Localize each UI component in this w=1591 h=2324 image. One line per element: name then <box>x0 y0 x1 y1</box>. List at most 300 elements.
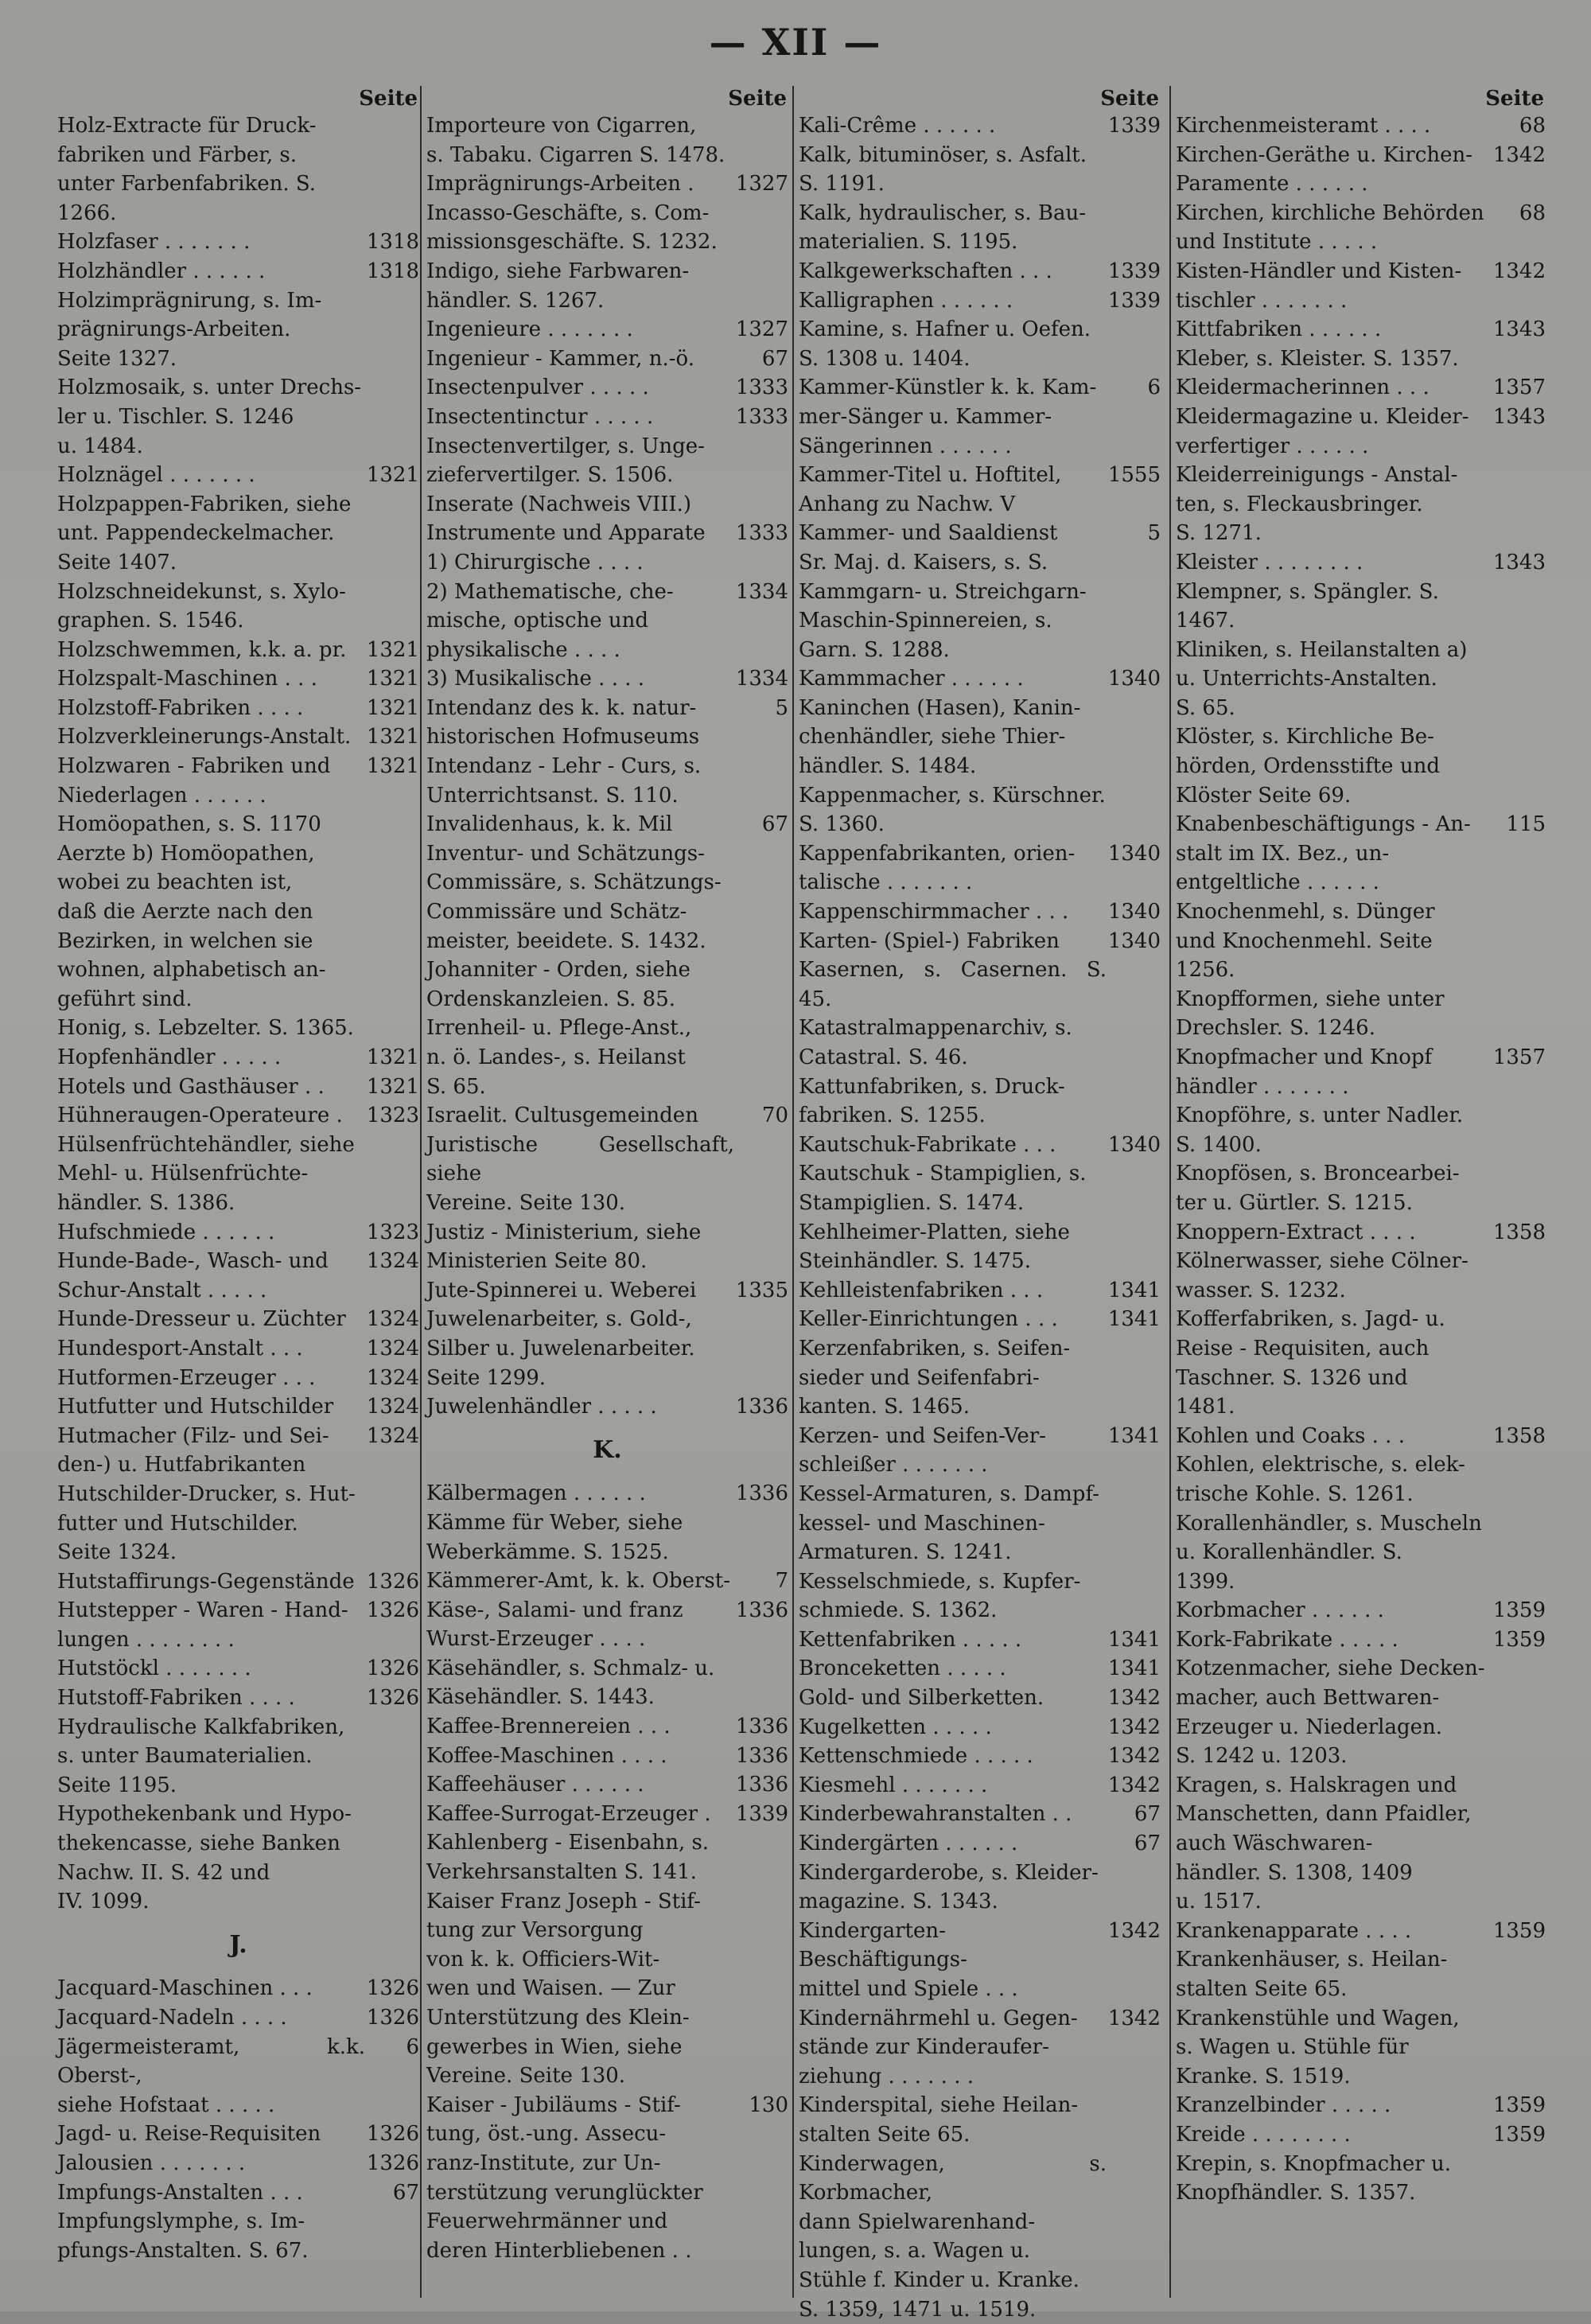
entry-page-ref: 1323 <box>366 1220 419 1244</box>
index-entry <box>57 1334 419 1364</box>
index-entry <box>799 1829 1161 1859</box>
index-entry <box>57 1218 419 1248</box>
entry-page-ref: 67 <box>1134 1802 1161 1827</box>
index-entry <box>1176 578 1546 636</box>
index-entry <box>799 141 1161 199</box>
entry-page-ref: 1326 <box>366 1656 419 1681</box>
entry-page-ref: 1336 <box>735 1481 788 1506</box>
entry-page-ref: 1336 <box>735 1715 788 1739</box>
index-entry <box>1176 257 1546 315</box>
entry-page-ref: 1324 <box>366 1423 419 1448</box>
entry-page-ref: 1359 <box>1492 2122 1546 2147</box>
index-entry <box>799 373 1161 461</box>
entry-text: Kettenschmiede . . . . . <box>799 1744 1033 1769</box>
entry-text: Kleber, s. Kleister. S. 1357. <box>1176 346 1459 371</box>
entry-page-ref: 6 <box>406 2034 419 2059</box>
index-column-2 <box>426 89 788 2293</box>
entry-text: Honig, s. Lebzelter. S. 1365. <box>57 1016 354 1041</box>
index-entry <box>1176 636 1546 723</box>
entry-text: Intendanz des k. k. natur- historischen Hofmuseums <box>426 695 700 749</box>
index-entry <box>426 315 788 345</box>
entry-text: Kalk, bituminöser, s. Asfalt. S. 1191. <box>799 142 1087 197</box>
entry-page-ref: 1326 <box>366 1686 419 1711</box>
entry-text: Krankenapparate . . . . <box>1176 1918 1412 1943</box>
entry-text: Impfungs-Anstalten . . . <box>57 2180 303 2205</box>
index-entry <box>426 432 788 490</box>
entry-text: Kämmerer-Amt, k. k. Oberst- <box>426 1569 730 1594</box>
index-entry <box>799 1334 1161 1422</box>
entry-page-ref: 1342 <box>1107 1715 1161 1739</box>
index-entry <box>57 578 419 636</box>
page-column-header: Seite <box>728 87 787 111</box>
entry-page-ref: 1321 <box>366 667 419 691</box>
entry-page-ref: 1321 <box>366 695 419 720</box>
entry-text: Kliniken, s. Heilanstalten a) u. Unterrichts-Anstalten. S. 65. <box>1176 637 1468 720</box>
entry-page-ref: 1336 <box>735 1773 788 1797</box>
index-entry <box>799 1159 1161 1217</box>
entry-text: Kindergarderobe, s. Kleider- magazine. S. 1343. <box>799 1860 1099 1914</box>
entry-text: Hutmacher (Filz- und Sei- den-) u. Hutfabrikanten <box>57 1423 329 1477</box>
index-entry <box>799 1917 1161 2004</box>
entry-page-ref: 1359 <box>1492 1627 1546 1652</box>
entry-text: Jacquard-Nadeln . . . . <box>57 2006 287 2030</box>
entry-text: Holzhändler . . . . . . <box>57 259 266 283</box>
index-entry <box>799 578 1161 665</box>
entry-text: Kragen, s. Halskragen und Manschetten, dann Pfaidler, auch Wäschwaren- händler. S. 1308, 1409 u. 1517. <box>1176 1773 1472 1914</box>
index-entry <box>1176 1917 1546 1946</box>
entry-text: Kappenschirmmacher . . . <box>799 900 1069 925</box>
index-entry <box>426 810 788 839</box>
index-entry <box>57 1072 419 1102</box>
entry-page-ref: 1341 <box>1107 1307 1161 1332</box>
entry-page-ref: 1336 <box>735 1598 788 1622</box>
entry-text: Kahlenberg - Eisenbahn, s. Verkehrsanstalten S. 141. <box>426 1831 710 1885</box>
index-entry <box>426 956 788 1014</box>
entry-page-ref: 67 <box>761 812 788 837</box>
entry-text: Kessel-Armaturen, s. Dampf- kessel- und Maschinen- Armaturen. S. 1241. <box>799 1481 1099 1565</box>
entry-page-ref: 1333 <box>735 521 788 546</box>
entry-text: Karten- (Spiel-) Fabriken <box>799 928 1060 953</box>
index-entry <box>1176 2120 1546 2150</box>
index-entry <box>799 519 1161 577</box>
entry-page-ref: 1324 <box>366 1395 419 1419</box>
entry-text: Kleiderreinigungs - Anstal- ten, s. Fleckausbringer. S. 1271. <box>1176 463 1458 546</box>
entry-text: Kalkgewerkschaften . . . <box>799 259 1052 283</box>
entry-text: Kehlleistenfabriken . . . <box>799 1278 1044 1302</box>
entry-text: Koffee-Maschinen . . . . <box>426 1743 667 1768</box>
entry-page-ref: 130 <box>749 2092 788 2117</box>
index-entry <box>426 1800 788 1829</box>
entry-text: Hunde-Bade-, Wasch- und Schur-Anstalt . . . . . <box>57 1249 329 1302</box>
entry-page-ref: 1359 <box>1492 2093 1546 2118</box>
index-entry <box>426 1887 788 2091</box>
entry-text: Kappenmacher, s. Kürschner. S. 1360. <box>799 783 1106 837</box>
index-entry <box>799 1625 1161 1655</box>
entry-text: Korallenhändler, s. Muscheln u. Korallenhändler. S. 1399. <box>1176 1511 1482 1594</box>
entry-page-ref: 1340 <box>1107 1132 1161 1157</box>
entry-text: Kittfabriken . . . . . . <box>1176 317 1382 342</box>
entry-page-ref: 1358 <box>1492 1423 1546 1448</box>
index-entry <box>799 664 1161 694</box>
index-entry <box>426 2091 788 2266</box>
entry-page-ref: 115 <box>1506 812 1546 837</box>
index-entry <box>426 1770 788 1800</box>
index-entry <box>426 1014 788 1101</box>
index-entry <box>426 403 788 432</box>
index-entry <box>1176 985 1546 1043</box>
entry-text: Kugelketten . . . . . <box>799 1715 992 1739</box>
entry-page-ref: 1334 <box>735 579 788 604</box>
entry-text: Kindernährmehl u. Gegen- stände zur Kinderaufer- ziehung . . . . . . . <box>799 2006 1078 2088</box>
index-entry <box>57 2207 419 2265</box>
entry-page-ref: 1333 <box>735 404 788 429</box>
entry-text: Jagd- u. Reise-Requisiten <box>57 2122 321 2147</box>
index-entry <box>799 2004 1161 2092</box>
index-entry <box>1176 1771 1546 1917</box>
entry-text: Hülsenfrüchtehändler, siehe Mehl- u. Hülsenfrüchte- händler. S. 1386. <box>57 1132 355 1215</box>
entry-page-ref: 1324 <box>366 1365 419 1390</box>
index-entry <box>1176 1422 1546 1451</box>
entry-text: Hundesport-Anstalt . . . <box>57 1336 303 1361</box>
entry-text: Hutfutter und Hutschilder <box>57 1395 334 1419</box>
entry-page-ref: 67 <box>392 2180 419 2205</box>
entry-page-ref: 1342 <box>1107 1744 1161 1769</box>
entry-text: Knoppern-Extract . . . . <box>1176 1220 1416 1244</box>
entry-page-ref: 1318 <box>366 259 419 283</box>
index-entry <box>57 2033 419 2120</box>
index-entry <box>426 1392 788 1422</box>
section-letter: J. <box>229 1930 247 1959</box>
entry-text: Kaffeehäuser . . . . . . <box>426 1773 644 1797</box>
entry-page-ref: 1321 <box>366 1074 419 1099</box>
entry-page-ref: 5 <box>775 695 788 720</box>
page-column-header: Seite <box>1485 87 1544 111</box>
index-entry <box>1176 2091 1546 2120</box>
index-entry <box>426 519 788 577</box>
entry-text: Krepin, s. Knopfmacher u. Knopfhändler. S. 1357. <box>1176 2151 1451 2205</box>
entry-text: Kirchenmeisteramt . . . . <box>1176 114 1431 138</box>
entry-text: Kammer-Künstler k. k. Kam- mer-Sänger u. Kammer- Sängerinnen . . . . . . <box>799 376 1097 458</box>
index-entry <box>799 2150 1161 2324</box>
index-entry <box>799 315 1161 373</box>
column-rule <box>792 86 794 2298</box>
index-entry <box>1176 1043 1546 1101</box>
entry-text: Kaninchen (Hasen), Kanin- chenhändler, siehe Thier- händler. S. 1484. <box>799 695 1081 779</box>
entry-page-ref: 1318 <box>366 230 419 255</box>
entry-page-ref: 1339 <box>1107 259 1161 283</box>
entry-text: Jalousien . . . . . . . <box>57 2151 246 2175</box>
index-entry <box>799 1305 1161 1334</box>
entry-text: Hutschilder-Drucker, s. Hut- futter und Hutschilder. Seite 1324. <box>57 1481 356 1565</box>
entry-text: Jägermeisteramt, k.k. Oberst-, siehe Hofstaat . . . . . <box>57 2034 365 2117</box>
index-entry <box>426 490 788 520</box>
entry-page-ref: 1357 <box>1492 376 1546 400</box>
entry-text: Knabenbeschäftigungs - An- stalt im IX. Bez., un- entgeltliche . . . . . . <box>1176 812 1471 895</box>
index-entry <box>57 636 419 665</box>
entry-page-ref: 1324 <box>366 1336 419 1361</box>
index-entry <box>57 1364 419 1393</box>
index-entry <box>799 839 1161 897</box>
entry-page-ref: 1321 <box>366 637 419 662</box>
index-entry <box>426 111 788 169</box>
index-entry <box>57 257 419 286</box>
entry-text: Knopfösen, s. Broncearbei- ter u. Gürtler. S. 1215. <box>1176 1162 1460 1215</box>
index-entry <box>1176 373 1546 403</box>
entry-page-ref: 1340 <box>1107 928 1161 953</box>
entry-text: Holzschneidekunst, s. Xylo- graphen. S. 1546. <box>57 579 346 633</box>
index-entry <box>1176 2150 1546 2208</box>
entry-text: Instrumente und Apparate 1) Chirurgische . . . . <box>426 521 706 574</box>
entry-text: Krankenhäuser, s. Heilan- stalten Seite 65. <box>1176 1948 1448 2001</box>
entry-text: Hopfenhändler . . . . . <box>57 1045 282 1069</box>
entry-text: Ingenieure . . . . . . . <box>426 317 633 342</box>
entry-text: Israelit. Cultusgemeinden <box>426 1104 698 1128</box>
index-entry <box>57 1713 419 1800</box>
index-column-3 <box>799 87 1161 2322</box>
index-entry <box>1176 403 1546 461</box>
index-entry <box>57 1392 419 1422</box>
index-entry <box>57 1684 419 1713</box>
index-entry <box>426 1479 788 1508</box>
entry-text: Kreide . . . . . . . . <box>1176 2122 1351 2147</box>
entry-text: Indigo, siehe Farbwaren- händler. S. 1267. <box>426 259 690 313</box>
entry-text: Invalidenhaus, k. k. Mil <box>426 812 673 837</box>
entry-text: Holznägel . . . . . . . <box>57 463 255 488</box>
index-entry <box>57 1247 419 1305</box>
index-entry <box>57 1014 419 1043</box>
entry-text: Juwelenhändler . . . . . <box>426 1395 657 1419</box>
entry-page-ref: 1555 <box>1107 463 1161 488</box>
entry-text: Impfungslymphe, s. Im- pfungs-Anstalten. S. 67. <box>57 2209 309 2263</box>
index-entry <box>57 490 419 578</box>
entry-page-ref: 1323 <box>366 1104 419 1128</box>
index-entry <box>799 111 1161 141</box>
entry-page-ref: 1341 <box>1107 1423 1161 1448</box>
index-entry <box>57 461 419 490</box>
entry-text: Incasso-Geschäfte, s. Com- missionsgeschäfte. S. 1232. <box>426 200 718 255</box>
index-entry <box>426 1276 788 1306</box>
entry-page-ref: 1358 <box>1492 1220 1546 1244</box>
entry-text: Kleister . . . . . . . . <box>1176 550 1363 574</box>
entry-text: Kirchen, kirchliche Behörden und Institute . . . . . <box>1176 200 1484 255</box>
entry-page-ref: 1342 <box>1492 259 1546 283</box>
entry-text: Kaffee-Brennereien . . . <box>426 1715 671 1739</box>
entry-page-ref: 1326 <box>366 1598 419 1623</box>
index-entry <box>57 722 419 752</box>
entry-text: Krankenstühle und Wagen, s. Wagen u. Stühle für Kranke. S. 1519. <box>1176 2006 1460 2088</box>
index-entry <box>57 1305 419 1334</box>
index-entry <box>1176 1101 1546 1159</box>
entry-text: Kirchen-Geräthe u. Kirchen- Paramente . . . . . . <box>1176 142 1472 197</box>
index-entry <box>799 1742 1161 1771</box>
entry-page-ref: 1342 <box>1492 142 1546 167</box>
entry-page-ref: 1336 <box>735 1395 788 1419</box>
index-entry <box>426 1567 788 1596</box>
entry-text: 2) Mathematische, che- mische, optische und physikalische . . . . <box>426 579 674 662</box>
page-number: — XII — <box>709 21 882 64</box>
entry-page-ref: 5 <box>1147 521 1161 546</box>
entry-page-ref: 1334 <box>735 667 788 691</box>
entry-text: Ingenieur - Kammer, n.-ö. <box>426 346 694 371</box>
index-entry <box>426 1596 788 1654</box>
entry-text: Hotels und Gasthäuser . . <box>57 1074 325 1099</box>
entry-text: Hutformen-Erzeuger . . . <box>57 1365 316 1390</box>
entry-text: Kinderwagen, s. Korbmacher, dann Spielwarenhand- lungen, s. a. Wagen u. Stühle f. Kinder u. Kranke. S. 1359, 1471 u. 1519. <box>799 2151 1107 2322</box>
page-column-header: Seite <box>359 87 418 111</box>
entry-page-ref: 1324 <box>366 1307 419 1332</box>
index-entry <box>1176 461 1546 548</box>
index-entry <box>799 286 1161 316</box>
index-entry <box>426 345 788 374</box>
entry-page-ref: 1339 <box>1107 114 1161 138</box>
index-entry <box>57 1422 419 1480</box>
entry-text: Klöster, s. Kirchliche Be- hörden, Ordensstifte und Klöster Seite 69. <box>1176 725 1440 808</box>
entry-text: Imprägnirungs-Arbeiten . <box>426 172 694 197</box>
index-entry <box>426 199 788 257</box>
entry-page-ref: 1336 <box>735 1743 788 1768</box>
index-entry <box>799 257 1161 286</box>
entry-text: Inventur- und Schätzungs- Commissäre, s. Schätzungs- Commissäre und Schätz- meister, beeidete. S. 1432. <box>426 841 722 953</box>
entry-text: 3) Musikalische . . . . <box>426 667 645 691</box>
entry-text: Hufschmiede . . . . . . <box>57 1220 275 1244</box>
index-entry <box>799 2091 1161 2149</box>
index-entry <box>799 897 1161 927</box>
entry-text: Kappenfabrikanten, orien- talische . . . . . . . <box>799 841 1076 895</box>
entry-text: Hutstepper - Waren - Hand- lungen . . . . . . . . <box>57 1598 348 1652</box>
index-entry <box>426 752 788 810</box>
entry-text: Holzstoff-Fabriken . . . . <box>57 695 304 720</box>
entry-text: Justiz - Ministerium, siehe Ministerien Seite 80. <box>426 1220 702 1274</box>
index-entry <box>426 1742 788 1771</box>
entry-text: Kälbermagen . . . . . . <box>426 1481 646 1506</box>
entry-text: Kehlheimer-Platten, siehe Steinhändler. S. 1475. <box>799 1220 1070 1274</box>
index-entry <box>799 1567 1161 1625</box>
index-entry <box>799 461 1161 519</box>
index-entry <box>57 1043 419 1072</box>
index-column-4 <box>1176 89 1546 2293</box>
entry-text: Korbmacher . . . . . . <box>1176 1598 1384 1623</box>
entry-page-ref: 1359 <box>1492 1918 1546 1943</box>
entry-text: Johanniter - Orden, siehe Ordenskanzleien. S. 85. <box>426 958 690 1011</box>
index-entry <box>799 1072 1161 1131</box>
entry-text: Holzpappen-Fabriken, siehe unt. Pappendeckelmacher. Seite 1407. <box>57 492 352 574</box>
index-entry <box>57 2120 419 2149</box>
entry-text: Katastralmappenarchiv, s. Catastral. S. 46. <box>799 1016 1072 1069</box>
entry-page-ref: 1327 <box>735 317 788 342</box>
column-rule <box>1169 86 1171 2298</box>
index-entry <box>1176 1159 1546 1217</box>
entry-page-ref: 1340 <box>1107 900 1161 925</box>
index-entry <box>426 664 788 694</box>
index-entry <box>1176 1247 1546 1305</box>
entry-text: Kaffee-Surrogat-Erzeuger . <box>426 1801 711 1826</box>
index-entry <box>426 694 788 752</box>
entry-text: Kindergarten-Beschäftigungs- mittel und Spiele . . . <box>799 1918 1018 2001</box>
entry-text: Holzimprägnirung, s. Im- prägnirungs-Arbeiten. Seite 1327. <box>57 288 322 371</box>
index-entry <box>1176 722 1546 810</box>
index-entry <box>426 257 788 315</box>
index-entry <box>1176 1625 1546 1655</box>
index-entry <box>57 1596 419 1654</box>
entry-text: Kölnerwasser, siehe Cölner- wasser. S. 1232. <box>1176 1249 1468 1302</box>
page-column-header: Seite <box>1100 87 1159 111</box>
entry-text: Kinderspital, siehe Heilan- stalten Seite 65. <box>799 2093 1079 2147</box>
entry-page-ref: 1340 <box>1107 841 1161 866</box>
entry-page-ref: 1333 <box>735 376 788 400</box>
entry-page-ref: 1326 <box>366 1569 419 1594</box>
entry-text: Kaiser Franz Joseph - Stif- tung zur Versorgung von k. k. Officiers-Wit- wen und Waisen. — Zur Unterstützung des Klein- gewerbes in Wien, siehe Vereine. Seite 130. <box>426 1889 701 2088</box>
index-entry <box>1176 199 1546 257</box>
entry-text: Kiesmehl . . . . . . . <box>799 1773 988 1797</box>
index-entry <box>426 169 788 199</box>
index-entry <box>799 694 1161 781</box>
index-entry <box>426 1131 788 1218</box>
index-entry <box>57 373 419 461</box>
index-column-1 <box>57 89 419 2293</box>
entry-page-ref: 1342 <box>1107 1918 1161 1943</box>
entry-text: Insectenvertilger, s. Unge- ziefervertilger. S. 1506. <box>426 434 705 488</box>
index-entry <box>57 286 419 374</box>
index-entry <box>57 1974 419 2003</box>
entry-text: Kerzen- und Seifen-Ver- schleißer . . . . . . . <box>799 1423 1046 1477</box>
entry-text: Hutstöckl . . . . . . . <box>57 1656 251 1681</box>
index-entry <box>799 1713 1161 1742</box>
entry-text: Kautschuk - Stampiglien, s. Stampiglien. S. 1474. <box>799 1162 1087 1215</box>
entry-text: Knopföhre, s. unter Nadler. S. 1400. <box>1176 1104 1464 1157</box>
entry-text: Käsehändler, s. Schmalz- u. Käsehändler. S. 1443. <box>426 1656 715 1710</box>
index-entry <box>426 1305 788 1392</box>
index-entry <box>799 1771 1161 1800</box>
index-entry <box>57 1800 419 1916</box>
entry-page-ref: 68 <box>1519 200 1546 225</box>
index-entry <box>57 664 419 694</box>
entry-text: Hühneraugen-Operateure . <box>57 1104 343 1128</box>
index-entry <box>799 1276 1161 1306</box>
entry-text: Knochenmehl, s. Dünger und Knochenmehl. Seite 1256. <box>1176 900 1435 983</box>
entry-page-ref: 1341 <box>1107 1627 1161 1652</box>
index-entry <box>799 1218 1161 1276</box>
entry-text: Kettenfabriken . . . . . <box>799 1627 1022 1652</box>
entry-text: Importeure von Cigarren, s. Tabaku. Cigarren S. 1478. <box>426 114 725 167</box>
entry-text: Kinderbewahranstalten . . <box>799 1802 1072 1827</box>
index-entry <box>57 228 419 257</box>
index-entry <box>799 1684 1161 1713</box>
entry-text: Kofferfabriken, s. Jagd- u. Reise - Requisiten, auch Taschner. S. 1326 und 1481. <box>1176 1307 1445 1419</box>
index-entry <box>1176 897 1546 985</box>
entry-page-ref: 1359 <box>1492 1598 1546 1623</box>
entry-page-ref: 1321 <box>366 1045 419 1069</box>
entry-text: Kork-Fabrikate . . . . . <box>1176 1627 1398 1652</box>
entry-text: Hutstaffirungs-Gegenstände <box>57 1569 355 1594</box>
entry-page-ref: 1326 <box>366 2122 419 2147</box>
index-entry <box>799 781 1161 839</box>
entry-text: Hydraulische Kalkfabriken, s. unter Baumaterialien. Seite 1195. <box>57 1715 345 1797</box>
index-entry <box>426 839 788 956</box>
entry-page-ref: 7 <box>775 1569 788 1594</box>
entry-text: Homöopathen, s. S. 1170 Aerzte b) Homöopathen, wobei zu beachten ist, daß die Aerzte nach den Bezirken, in welchen sie wohnen, alphabetisch an- geführt sind. <box>57 812 326 1011</box>
entry-text: Hypothekenbank und Hypo- thekencasse, siehe Banken Nachw. II. S. 42 und IV. 1099. <box>57 1802 352 1914</box>
entry-text: Holz-Extracte für Druck- fabriken und Färber, s. unter Farbenfabriken. S. 1266. <box>57 114 317 225</box>
index-entry <box>57 2003 419 2033</box>
index-entry <box>426 1828 788 1886</box>
entry-page-ref: 1339 <box>735 1801 788 1826</box>
index-entry <box>57 111 419 228</box>
index-entry <box>57 1131 419 1218</box>
entry-text: Kalk, hydraulischer, s. Bau- materialien. S. 1195. <box>799 200 1087 255</box>
entry-text: Kasernen, s. Casernen. S. 45. <box>799 958 1107 1011</box>
entry-text: Kammer-Titel u. Hoftitel, Anhang zu Nachw. V <box>799 463 1062 516</box>
index-entry <box>1176 2004 1546 2092</box>
